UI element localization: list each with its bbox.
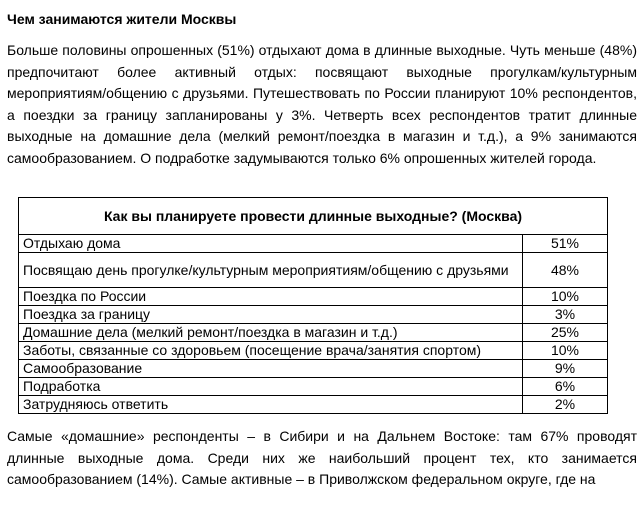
answer-cell: Подработка [19,378,523,396]
answer-cell: Поездка за границу [19,306,523,324]
table-row [19,360,608,378]
answer-cell: Домашние дела (мелкий ремонт/поездка в магазин и т.д.) [19,324,523,342]
answer-cell: Заботы, связанные со здоровьем (посещение врача/занятия спортом) [19,342,523,360]
answer-cell: Отдыхаю дома [19,235,523,253]
percent-cell: 51% [523,235,608,253]
survey-table [18,197,608,414]
percent-cell: 25% [523,324,608,342]
percent-cell: 3% [523,306,608,324]
intro-paragraph: Больше половины опрошенных (51%) отдыхают дома в длинные выходные. Чуть меньше (48%) предпочитают более активный отдых: посвящают выходные прогулкам/культурным мероприятиям/общению с друзьями. Путешествовать по России планируют 10% респондентов, а поездки за границу запланированы у 3%. Четверть всех респондентов тратит длинные выходные на домашние дела (мелкий ремонт/поездка в магазин и т.д.), а 9% занимаются самообразованием. О подработке задумываются только 6% опрошенных жителей города. [7,42,637,166]
table-title-row [19,198,608,235]
percent-cell: 9% [523,360,608,378]
section-heading: Чем занимаются жители Москвы [7,11,237,27]
table-title: Как вы планируете провести длинные выходные? (Москва) [19,198,608,235]
table-row [19,378,608,396]
percent-cell: 2% [523,396,608,414]
answer-cell: Самообразование [19,360,523,378]
table-row [19,396,608,414]
answer-cell: Поездка по России [19,288,523,306]
table-row [19,235,608,253]
table-row [19,288,608,306]
percent-cell: 6% [523,378,608,396]
table-row [19,306,608,324]
table-row [19,342,608,360]
table-row [19,253,608,288]
percent-cell: 10% [523,342,608,360]
percent-cell: 10% [523,288,608,306]
closing-paragraph: Самые «домашние» респонденты – в Сибири и на Дальнем Востоке: там 67% проводят длинные выходные дома. Среди них же наибольший процент тех, кто занимается самообразованием (14%). Самые активные – в Приволжском федеральном округе, где на [7,428,637,487]
answer-cell: Затрудняюсь ответить [19,396,523,414]
percent-cell: 48% [523,253,608,288]
table-row [19,324,608,342]
answer-cell: Посвящаю день прогулке/культурным мероприятиям/общению с друзьями [19,253,523,288]
